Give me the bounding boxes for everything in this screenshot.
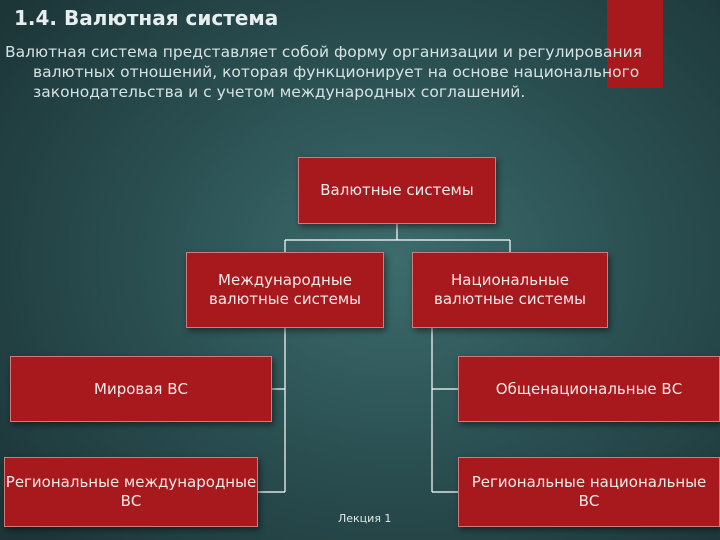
box-regional-national-systems: Региональные национальные ВС <box>458 457 720 527</box>
box-national-systems: Национальные валютные системы <box>412 252 608 328</box>
intro-paragraph: Валютная система представляет собой форму организации и регулирования валютных отношений, которая функционирует на основе национального законодательства и с учетом международных соглашений. <box>5 43 643 101</box>
box-currency-systems: Валютные системы <box>298 157 496 224</box>
box-nationwide-systems: Общенациональные ВС <box>458 356 720 422</box>
box-international-systems: Международные валютные системы <box>186 252 384 328</box>
box-world-system: Мировая ВС <box>10 356 272 422</box>
slide-title: 1.4. Валютная система <box>14 6 279 30</box>
footer-lecture-label: Лекция 1 <box>338 512 392 525</box>
box-regional-international-systems: Региональные международные ВС <box>4 457 258 527</box>
